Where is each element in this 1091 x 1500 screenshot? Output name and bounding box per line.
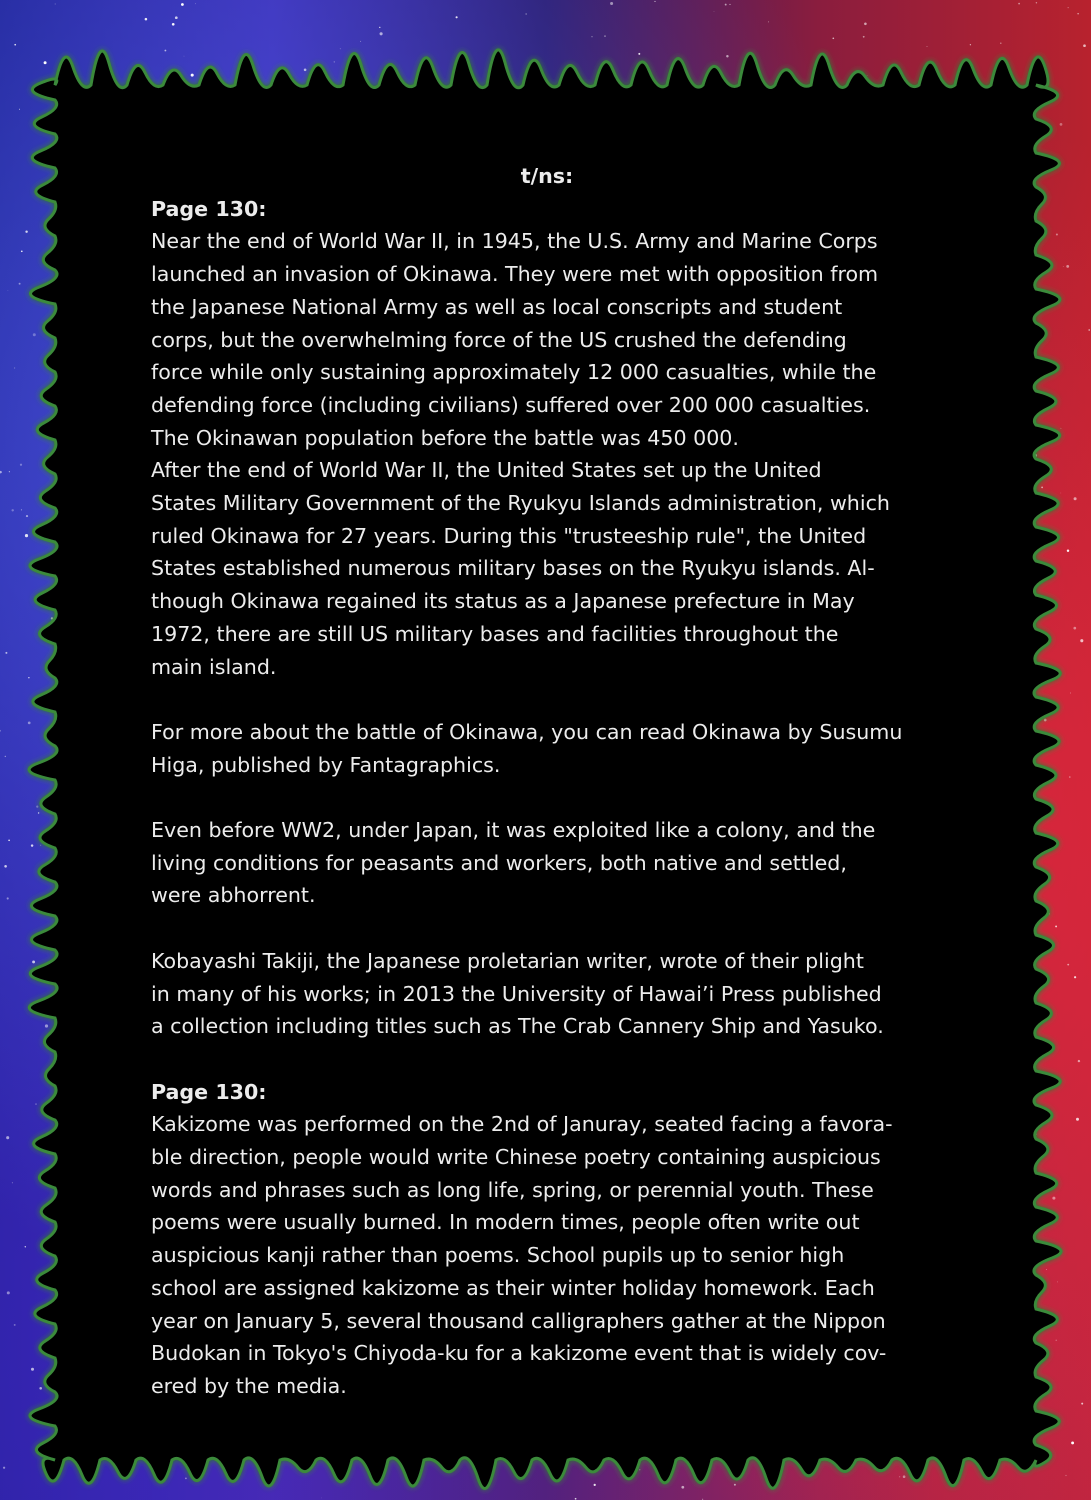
text-line: corps, but the overwhelming force of the US crushed the defending — [151, 327, 847, 352]
text-line: year on January 5, several thousand calligraphers gather at the Nippon — [151, 1308, 886, 1333]
paragraph-gap — [151, 912, 943, 945]
text-line: The Okinawan population before the battle was 450 000. — [151, 425, 739, 450]
text-line: Near the end of World War II, in 1945, the U.S. Army and Marine Corps — [151, 229, 878, 254]
paragraph-further-reading — [151, 716, 943, 781]
section-2 — [151, 1076, 943, 1403]
paragraph-kobayashi — [151, 945, 943, 1043]
text-line: though Okinawa regained its status as a Japanese prefecture in May — [151, 589, 855, 614]
text-line: a collection including titles such as The Crab Cannery Ship and Yasuko. — [151, 1014, 884, 1039]
section-heading: Page 130: — [151, 1079, 267, 1104]
text-line: States Military Government of the Ryukyu Islands administration, which — [151, 491, 890, 516]
text-line: After the end of World War II, the United States set up the United — [151, 458, 822, 483]
text-line: States established numerous military bases on the Ryukyu islands. Al- — [151, 556, 875, 581]
text-line: ruled Okinawa for 27 years. During this "trusteeship rule", the United — [151, 523, 867, 548]
text-line: main island. — [151, 654, 277, 679]
text-line: launched an invasion of Okinawa. They were met with opposition from — [151, 262, 879, 287]
text-line: Even before WW2, under Japan, it was exploited like a colony, and the — [151, 818, 876, 843]
text-line: 1972, there are still US military bases and facilities throughout the — [151, 621, 839, 646]
text-line: Kobayashi Takiji, the Japanese proletarian writer, wrote of their plight — [151, 948, 864, 973]
text-line: Kakizome was performed on the 2nd of Januray, seated facing a favora- — [151, 1112, 893, 1137]
paragraph-okinawa-battle — [151, 225, 943, 683]
text-line: poems were usually burned. In modern times, people often write out — [151, 1210, 860, 1235]
text-line: school are assigned kakizome as their winter holiday homework. Each — [151, 1275, 875, 1300]
text-line: the Japanese National Army as well as local conscripts and student — [151, 294, 843, 319]
text-line: For more about the battle of Okinawa, you can read Okinawa by Susumu — [151, 719, 903, 744]
text-line: Budokan in Tokyo's Chiyoda-ku for a kakizome event that is widely cov- — [151, 1341, 887, 1366]
text-line: in many of his works; in 2013 the University of Hawai’i Press published — [151, 981, 882, 1006]
text-line: words and phrases such as long life, spring, or perennial youth. These — [151, 1177, 874, 1202]
text-line: Higa, published by Fantagraphics. — [151, 752, 501, 777]
section-heading: Page 130: — [151, 196, 267, 221]
text-line: defending force (including civilians) suffered over 200 000 casualties. — [151, 392, 871, 417]
text-line: auspicious kanji rather than poems. School pupils up to senior high — [151, 1243, 845, 1268]
section-gap — [151, 1043, 943, 1076]
text-line: living conditions for peasants and workers, both native and settled, — [151, 850, 847, 875]
text-line: were abhorrent. — [151, 883, 316, 908]
paragraph-gap — [151, 781, 943, 814]
paragraph-colony — [151, 814, 943, 912]
paragraph-gap — [151, 683, 943, 716]
text-line: ered by the media. — [151, 1373, 347, 1398]
text-line: ble direction, people would write Chinese poetry containing auspicious — [151, 1145, 881, 1170]
text-line: force while only sustaining approximately 12 000 casualties, while the — [151, 360, 877, 385]
paragraph-kakizome — [151, 1108, 943, 1402]
section-1 — [151, 193, 943, 1043]
translation-notes — [151, 160, 943, 1403]
notes-title: t/ns: — [520, 164, 574, 188]
